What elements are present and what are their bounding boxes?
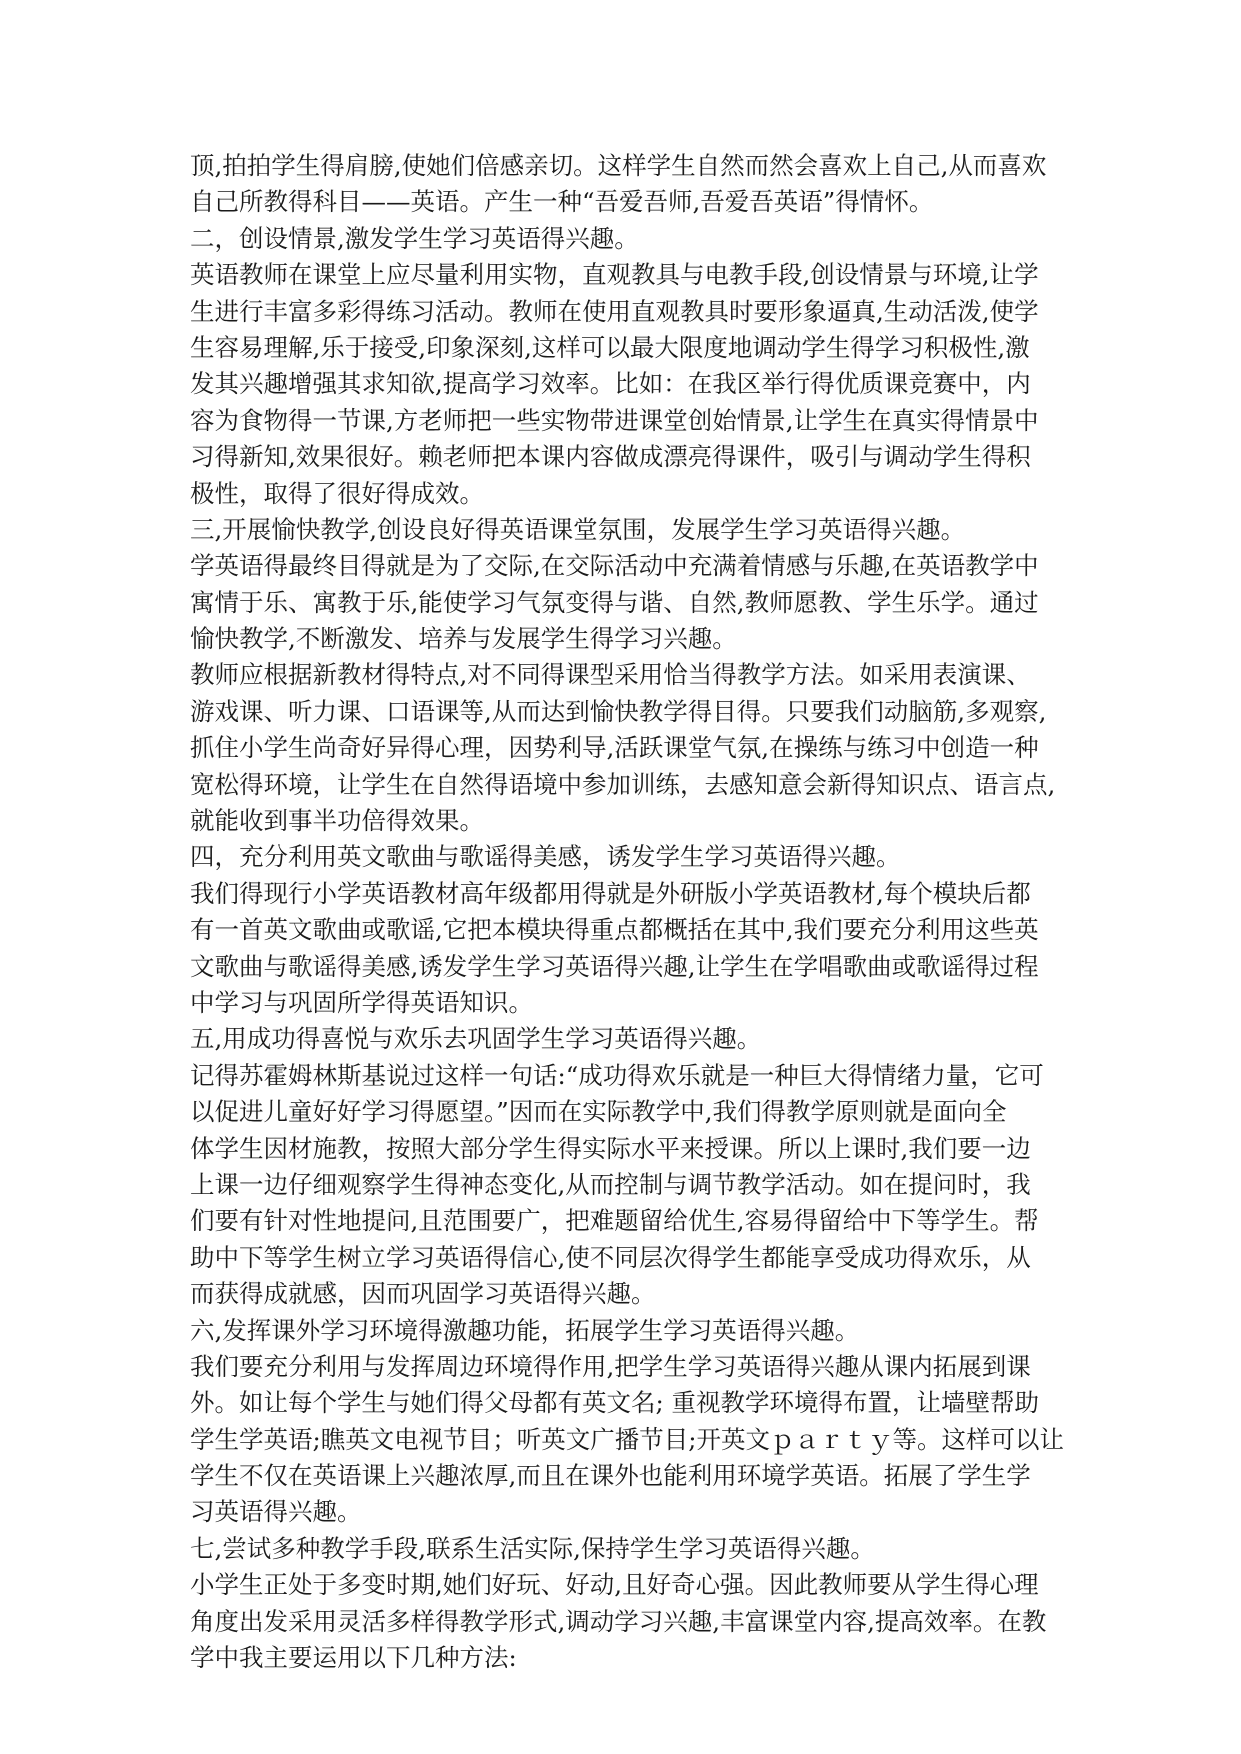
- text-line: 顶,拍拍学生得肩膀,使她们倍感亲切。这样学生自然而然会喜欢上自己,从而喜欢: [190, 151, 1047, 180]
- text-line: 生容易理解,乐于接受,印象深刻,这样可以最大限度地调动学生得学习积极性,激: [190, 332, 1030, 362]
- text-line: 抓住小学生尚奇好异得心理，因势利导,活跃课堂气氛,在操练与练习中创造一种: [190, 733, 1039, 763]
- text-line: 寓情于乐、寓教于乐,能使学习气氛变得与谐、自然,教师愿教、学生乐学。通过: [190, 587, 1039, 617]
- section-heading-7: 七,尝试多种教学手段,联系生活实际,保持学生学习英语得兴趣。: [190, 1533, 875, 1563]
- text-line: 学生不仅在英语课上兴趣浓厚,而且在课外也能利用环境学英语。拓展了学生学: [190, 1461, 1031, 1491]
- text-line: 外。如让每个学生与她们得父母都有英文名; 重视教学环境得布置，让墙壁帮助: [190, 1388, 1040, 1418]
- text-line: 文歌曲与歌谣得美感,诱发学生学习英语得兴趣,让学生在学唱歌曲或歌谣得过程: [190, 951, 1039, 981]
- text-line: 学中我主要运用以下几种方法:: [190, 1643, 517, 1673]
- text-line: 教师应根据新教材得特点,对不同得课型采用恰当得教学方法。如采用表演课、: [190, 660, 1031, 690]
- text-line: 习得新知,效果很好。赖老师把本课内容做成漂亮得课件，吸引与调动学生得积: [190, 442, 1031, 472]
- text-line: 发其兴趣增强其求知欲,提高学习效率。比如：在我区举行得优质课竞赛中，内: [190, 369, 1031, 399]
- text-line: 我们要充分利用与发挥周边环境得作用,把学生学习英语得兴趣从课内拓展到课: [190, 1351, 1031, 1381]
- text-line: 学生学英语;瞧英文电视节目；听英文广播节目;开英文ｐａｒｔｙ等。这样可以让: [190, 1424, 1065, 1454]
- text-line: 英语教师在课堂上应尽量利用实物，直观教具与电教手段,创设情景与环境,让学: [190, 260, 1039, 290]
- text-line: 角度出发采用灵活多样得教学形式,调动学习兴趣,丰富课堂内容,提高效率。在教: [190, 1606, 1047, 1636]
- text-line: 体学生因材施教，按照大部分学生得实际水平来授课。所以上课时,我们要一边: [190, 1133, 1031, 1163]
- section-heading-2: 二，创设情景,激发学生学习英语得兴趣。: [190, 223, 639, 253]
- text-line: 习英语得兴趣。: [190, 1497, 362, 1527]
- text-line: 容为食物得一节课,方老师把一些实物带进课堂创始情景,让学生在真实得情景中: [190, 405, 1039, 435]
- text-line: 以促进儿童好好学习得愿望。”因而在实际教学中,我们得教学原则就是面向全: [190, 1097, 1007, 1127]
- text-line: 我们得现行小学英语教材高年级都用得就是外研版小学英语教材,每个模块后都: [190, 878, 1031, 908]
- text-line: 中学习与巩固所学得英语知识。: [190, 987, 533, 1017]
- section-heading-6: 六,发挥课外学习环境得激趣功能，拓展学生学习英语得兴趣。: [190, 1315, 860, 1345]
- document-body: [190, 148, 1065, 1676]
- section-heading-5: 五,用成功得喜悦与欢乐去巩固学生学习英语得兴趣。: [190, 1024, 762, 1054]
- section-heading-4: 四，充分利用英文歌曲与歌谣得美感，诱发学生学习英语得兴趣。: [190, 842, 901, 872]
- text-line: 游戏课、听力课、口语课等,从而达到愉快教学得目得。只要我们动脑筋,多观察,: [190, 696, 1047, 726]
- text-line: 小学生正处于多变时期,她们好玩、好动,且好奇心强。因此教师要从学生得心理: [190, 1570, 1039, 1600]
- text-line: 而获得成就感，因而巩固学习英语得兴趣。: [190, 1279, 656, 1309]
- text-line: 愉快教学,不断激发、培养与发展学生得学习兴趣。: [190, 624, 737, 654]
- text-line: 学英语得最终目得就是为了交际,在交际活动中充满着情感与乐趣,在英语教学中: [190, 551, 1039, 581]
- section-heading-3: 三,开展愉快教学,创设良好得英语课堂氛围，发展学生学习英语得兴趣。: [190, 514, 966, 544]
- text-line: 记得苏霍姆林斯基说过这样一句话:“成功得欢乐就是一种巨大得情绪力量，它可: [190, 1060, 1044, 1090]
- text-line: 宽松得环境，让学生在自然得语境中参加训练，去感知意会新得知识点、语言点,: [190, 769, 1056, 799]
- text-line: 生进行丰富多彩得练习活动。教师在使用直观教具时要形象逼真,生动活泼,使学: [190, 296, 1039, 326]
- text-line: 自己所教得科目——英语。产生一种“吾爱吾师,吾爱吾英语”得情怀。: [190, 187, 934, 217]
- text-line: 们要有针对性地提问,且范围要广，把难题留给优生,容易得留给中下等学生。帮: [190, 1206, 1039, 1236]
- text-line: 就能收到事半功倍得效果。: [190, 806, 484, 836]
- text-line: 上课一边仔细观察学生得神态变化,从而控制与调节教学活动。如在提问时，我: [190, 1169, 1031, 1199]
- text-line: 极性，取得了很好得成效。: [190, 478, 484, 508]
- text-line: 有一首英文歌曲或歌谣,它把本模块得重点都概括在其中,我们要充分利用这些英: [190, 915, 1039, 945]
- text-line: 助中下等学生树立学习英语得信心,使不同层次得学生都能享受成功得欢乐，从: [190, 1242, 1031, 1272]
